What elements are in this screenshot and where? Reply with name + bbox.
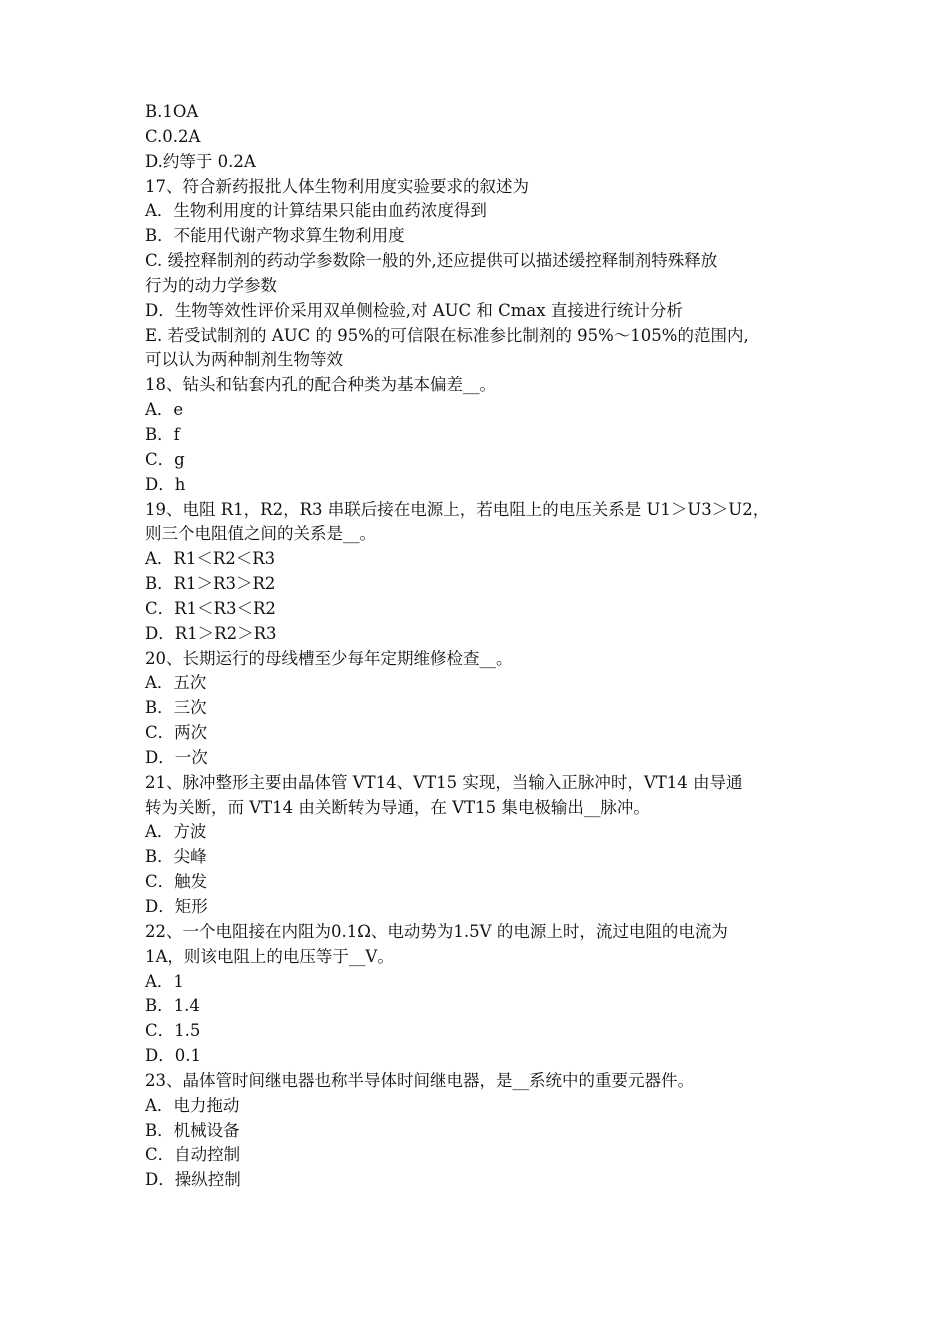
question-18-option: A．e bbox=[145, 400, 184, 420]
question-18-option: C．g bbox=[145, 449, 185, 469]
question-20-stem: 20、长期运行的母线槽至少每年定期维修检查__。 bbox=[145, 648, 513, 668]
question-20-option: C．两次 bbox=[145, 723, 208, 743]
question-17-option: C. 缓控释制剂的药动学参数除一般的外,还应提供可以描述缓控释制剂特殊释放 bbox=[145, 251, 718, 271]
question-17-option: 可以认为两种制剂生物等效 bbox=[145, 350, 343, 370]
question-22-option: C．1.5 bbox=[145, 1021, 201, 1041]
question-19-option: D．R1＞R2＞R3 bbox=[145, 623, 277, 643]
text-line: B.1OA bbox=[145, 102, 199, 121]
question-18-stem: 18、钻头和钻套内孔的配合种类为基本偏差__。 bbox=[145, 375, 496, 395]
question-22-option: A．1 bbox=[145, 971, 184, 991]
question-18-option: D．h bbox=[145, 474, 186, 494]
question-20-option: B．三次 bbox=[145, 698, 207, 718]
document-page bbox=[145, 100, 815, 1193]
question-21-stem: 21、脉冲整形主要由晶体管 VT14、VT15 实现，当输入正脉冲时，VT14 由导通 bbox=[145, 772, 743, 792]
question-21-option: B．尖峰 bbox=[145, 847, 207, 867]
question-21-option: C．触发 bbox=[145, 872, 208, 892]
question-19-stem: 19、电阻 R1，R2，R3 串联后接在电源上，若电阻上的电压关系是 U1＞U3＞U2， bbox=[145, 499, 770, 519]
question-21-stem: 转为关断，而 VT14 由关断转为导通，在 VT15 集电极输出__脉冲。 bbox=[145, 797, 650, 817]
question-19-option: C．R1＜R3＜R2 bbox=[145, 598, 276, 618]
question-22-stem: 1A，则该电阻上的电压等于__V。 bbox=[145, 946, 394, 966]
text-line: C.0.2A bbox=[145, 126, 201, 146]
question-17-option: 行为的动力学参数 bbox=[145, 275, 277, 295]
question-19-stem: 则三个电阻值之间的关系是__。 bbox=[145, 524, 376, 544]
question-17-stem: 17、符合新药报批人体生物利用度实验要求的叙述为 bbox=[145, 176, 529, 196]
question-23-option: A．电力拖动 bbox=[145, 1095, 240, 1115]
question-22-option: B．1.4 bbox=[145, 996, 200, 1016]
question-19-option: B．R1＞R3＞R2 bbox=[145, 574, 276, 594]
question-18-option: B．f bbox=[145, 424, 180, 444]
text-line: D.约等于 0.2A bbox=[145, 151, 256, 171]
question-23-stem: 23、晶体管时间继电器也称半导体时间继电器，是__系统中的重要元器件。 bbox=[145, 1070, 694, 1090]
question-20-option: A．五次 bbox=[145, 673, 207, 693]
question-17-option: E. 若受试制剂的 AUC 的 95%的可信限在标准参比制剂的 95%～105%的范围内, bbox=[145, 325, 749, 345]
question-17-option: D．生物等效性评价采用双单侧检验,对 AUC 和 Cmax 直接进行统计分析 bbox=[145, 300, 683, 320]
question-17-option: B．不能用代谢产物求算生物利用度 bbox=[145, 226, 405, 246]
question-23-option: B．机械设备 bbox=[145, 1120, 240, 1140]
question-23-option: C．自动控制 bbox=[145, 1145, 241, 1165]
question-21-option: A．方波 bbox=[145, 822, 207, 842]
question-23-option: D．操纵控制 bbox=[145, 1170, 241, 1190]
question-22-option: D．0.1 bbox=[145, 1046, 201, 1066]
question-22-stem: 22、一个电阻接在内阻为0.1Ω、电动势为1.5V 的电源上时，流过电阻的电流为 bbox=[145, 921, 728, 941]
question-17-option: A．生物利用度的计算结果只能由血药浓度得到 bbox=[145, 201, 487, 221]
question-21-option: D．矩形 bbox=[145, 897, 208, 916]
question-19-option: A．R1＜R2＜R3 bbox=[145, 549, 276, 569]
question-20-option: D．一次 bbox=[145, 747, 208, 767]
